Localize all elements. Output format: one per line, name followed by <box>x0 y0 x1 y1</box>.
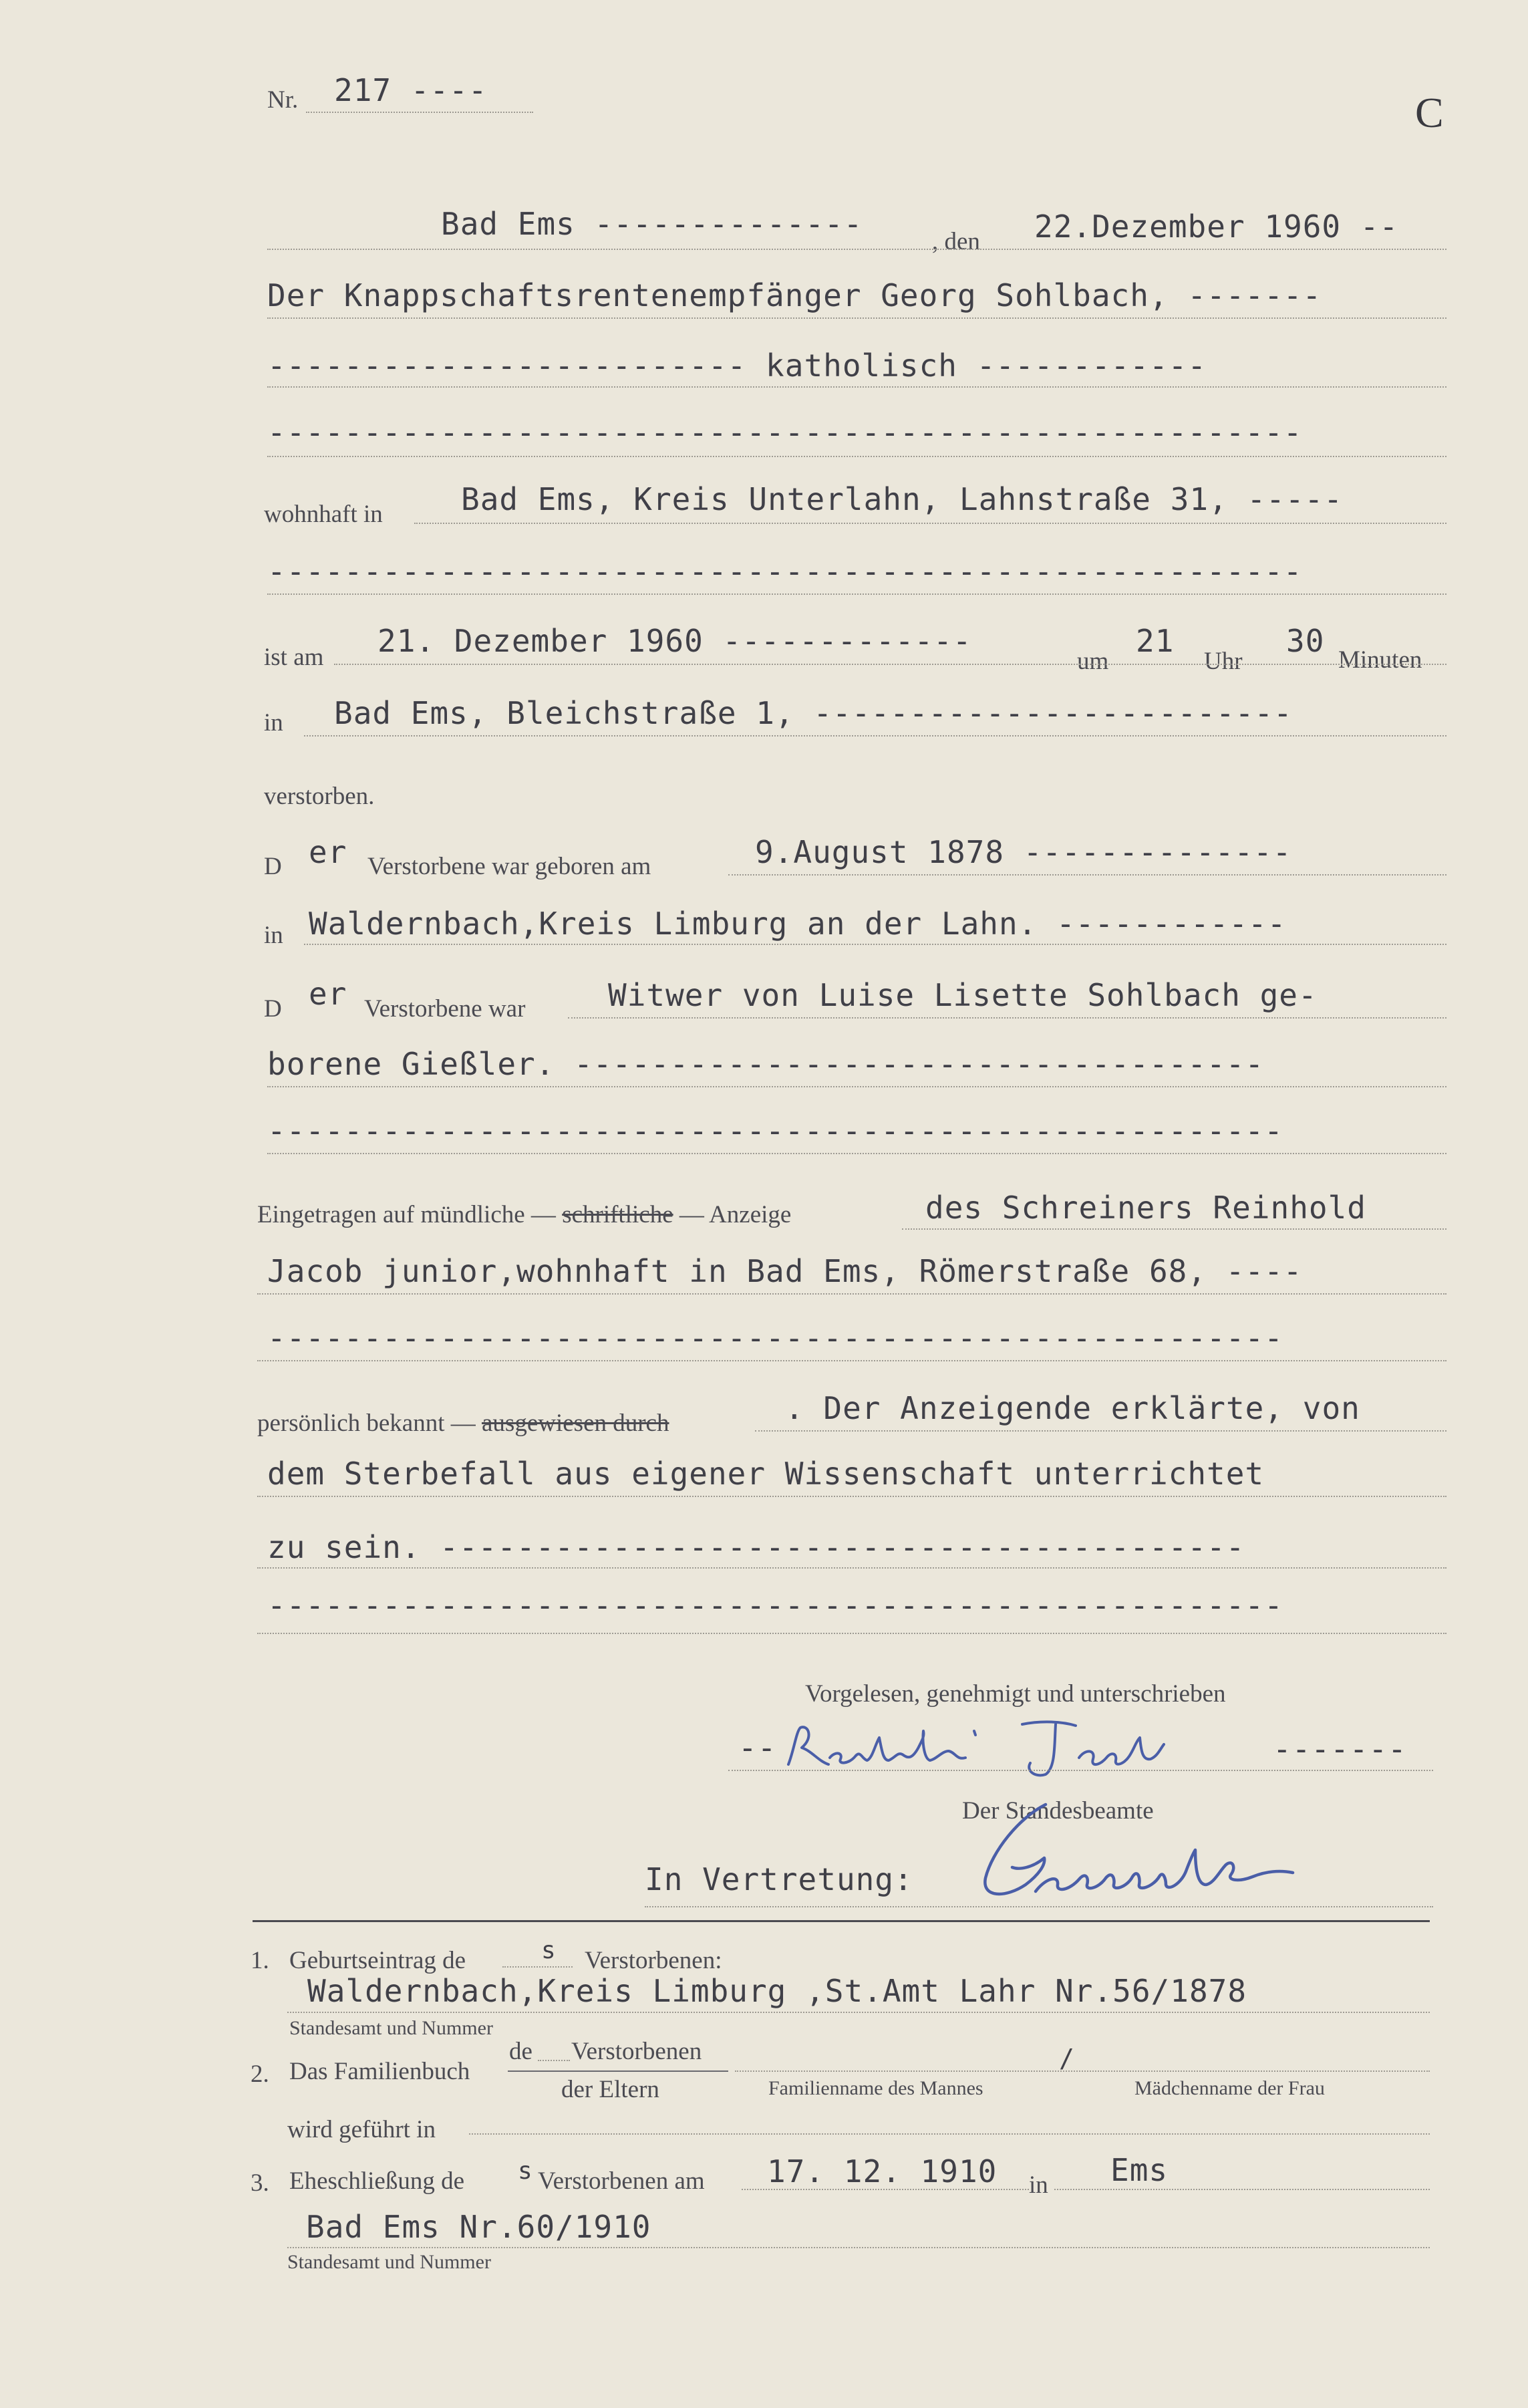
verstorben-label: verstorben. <box>264 783 375 810</box>
dotted-line <box>645 1906 1433 1907</box>
wohnhaft-label: wohnhaft in <box>264 501 383 528</box>
person-line-1: Der Knappschaftsrentenempfänger Georg Sohlbach, ------- <box>267 277 1322 313</box>
dotted-line <box>334 664 1446 665</box>
verstorbenen-am-label: Verstorbenen am <box>538 2167 705 2195</box>
d-label-1: D <box>264 853 282 880</box>
informant-line-1: des Schreiners Reinhold <box>925 1190 1366 1226</box>
marital-line-1: Witwer von Luise Lisette Sohlbach ge- <box>608 977 1318 1013</box>
dotted-line <box>742 2189 1029 2190</box>
corner-letter: C <box>1415 89 1444 136</box>
eheschliessung-label: Eheschließung de <box>289 2167 464 2195</box>
familienname-label: Familienname des Mannes <box>768 2077 983 2099</box>
dotted-line <box>257 1360 1446 1361</box>
marital-line-3: ----------------------------------------------------- <box>267 1113 1283 1149</box>
dotted-line <box>728 1770 1433 1771</box>
place-of-record: Bad Ems -------------- <box>441 206 863 242</box>
marriage-date: 17. 12. 1910 <box>767 2153 998 2189</box>
dotted-line <box>267 386 1446 388</box>
signature-dash-left: -- <box>738 1730 777 1766</box>
note-number-2: 2. <box>251 2060 269 2088</box>
dotted-line <box>287 2247 1430 2248</box>
birth-place: Waldernbach,Kreis Limburg an der Lahn. ------------ <box>309 906 1287 942</box>
marital-line-2: borene Gießler. ------------------------------------ <box>267 1046 1265 1082</box>
dotted-line <box>257 1496 1446 1497</box>
dotted-line <box>304 944 1446 945</box>
uhr-label: Uhr <box>1204 648 1243 675</box>
verstorbenen-label-1: Verstorbenen: <box>585 1947 722 1974</box>
standesamt-nummer-label-1: Standesamt und Nummer <box>289 2017 493 2039</box>
standesamt-nummer-label-3: Standesamt und Nummer <box>287 2251 491 2273</box>
geboren-label: Verstorbene war geboren am <box>367 853 651 880</box>
bekannt-label <box>257 1409 669 1438</box>
anzeige-label: — Anzeige <box>679 1201 792 1228</box>
death-in-label: in <box>264 709 283 737</box>
dotted-line <box>538 2060 570 2061</box>
d-label-2: D <box>264 995 282 1023</box>
death-place: Bad Ems, Bleichstraße 1, ------------------------- <box>334 695 1293 731</box>
note-number-3: 3. <box>251 2169 269 2197</box>
dotted-line <box>267 1153 1446 1154</box>
eingetragen-label-a: Eingetragen auf mündliche — <box>257 1201 556 1228</box>
eheschliessung-s: s <box>518 2157 533 2185</box>
standesbeamte-label: Der Standesbeamte <box>962 1797 1154 1825</box>
geburtseintrag-value: Waldernbach,Kreis Limburg ,St.Amt Lahr Nr.56/1878 <box>307 1973 1247 2009</box>
den-label: , den <box>932 228 980 255</box>
birth-date: 9.August 1878 -------------- <box>755 834 1292 870</box>
nr-label: Nr. <box>267 86 299 114</box>
dotted-line <box>257 1293 1446 1295</box>
marriage-in-label: in <box>1029 2171 1048 2199</box>
signature-dash-right: ------- <box>1273 1731 1407 1767</box>
notes-separator-rule <box>253 1920 1430 1922</box>
dotted-line <box>267 593 1446 595</box>
official-signature <box>972 1791 1320 1911</box>
record-date: 22.Dezember 1960 -- <box>1034 209 1399 245</box>
dotted-line <box>755 1430 1446 1432</box>
minuten-label: Minuten <box>1338 646 1422 674</box>
schriftliche-struck: schriftliche <box>562 1201 673 1228</box>
ausgewiesen-struck: ausgewiesen durch <box>482 1410 669 1437</box>
er-suffix-1: er <box>309 834 347 870</box>
verstorbenen-label-2: Verstorbenen <box>571 2038 702 2065</box>
dotted-line <box>267 1086 1446 1087</box>
dotted-line <box>728 874 1446 876</box>
informant-signature <box>782 1711 1209 1791</box>
geburtseintrag-label: Geburtseintrag de <box>289 1947 466 1974</box>
dotted-line <box>735 2070 1430 2072</box>
official-signature-text <box>0 0 1 1</box>
death-minute: 30 <box>1286 623 1325 659</box>
nr-dotted-line <box>306 112 533 113</box>
person-line-3: ------------------------------------------------------ <box>267 414 1303 450</box>
dotted-line <box>304 735 1446 737</box>
in-vertretung-label: In Vertretung: <box>645 1861 913 1897</box>
dotted-line <box>902 1228 1446 1230</box>
birth-in-label: in <box>264 922 283 949</box>
dotted-line <box>267 317 1446 319</box>
familienbuch-fraction-line <box>508 2070 728 2072</box>
dotted-line <box>257 1567 1446 1569</box>
persoenlich-bekannt-label: persönlich bekannt — <box>257 1410 476 1437</box>
residence-line-1: Bad Ems, Kreis Unterlahn, Lahnstraße 31, ----- <box>461 481 1343 517</box>
death-date: 21. Dezember 1960 ------------- <box>377 623 972 659</box>
declaration-line-4: ----------------------------------------------------- <box>267 1587 1283 1623</box>
declaration-line-2: dem Sterbefall aus eigener Wissenschaft unterrichtet <box>267 1456 1265 1492</box>
familienbuch-label: Das Familienbuch <box>289 2058 470 2085</box>
eltern-label: der Eltern <box>561 2076 659 2103</box>
dotted-line <box>287 2012 1430 2013</box>
ist-am-label: ist am <box>264 644 324 671</box>
marriage-place: Ems <box>1110 2152 1169 2188</box>
dotted-line <box>469 2133 1430 2135</box>
dotted-line <box>267 456 1446 457</box>
verstorbene-war-label: Verstorbene war <box>364 995 526 1023</box>
gefuehrt-label: wird geführt in <box>287 2116 436 2143</box>
er-suffix-2: er <box>309 976 347 1012</box>
de-label: de <box>509 2038 532 2065</box>
eingetragen-label <box>257 1200 791 1229</box>
nr-value: 217 ---- <box>334 72 488 108</box>
familienbuch-slash: / <box>1059 2044 1075 2073</box>
maedchenname-label: Mädchenname der Frau <box>1134 2077 1325 2099</box>
um-label: um <box>1077 648 1109 675</box>
person-line-2: ------------------------- katholisch ------------ <box>267 348 1207 384</box>
geburtseintrag-s: s <box>541 1937 557 1964</box>
note-number-1: 1. <box>251 1947 269 1974</box>
dotted-line <box>414 523 1446 524</box>
residence-line-2: ------------------------------------------------------ <box>267 553 1303 589</box>
marriage-registry-value: Bad Ems Nr.60/1910 <box>306 2209 651 2245</box>
vorgelesen-label: Vorgelesen, genehmigt und unterschrieben <box>805 1680 1226 1708</box>
informant-line-2: Jacob junior,wohnhaft in Bad Ems, Römerstraße 68, ---- <box>267 1253 1303 1289</box>
informant-line-3: ----------------------------------------------------- <box>267 1320 1283 1356</box>
dotted-line <box>568 1017 1446 1019</box>
dotted-line <box>267 249 1446 250</box>
dotted-line <box>257 1633 1446 1634</box>
dotted-line <box>502 1966 573 1968</box>
informant-signature-text <box>0 0 1 1</box>
declaration-line-1: . Der Anzeigende erklärte, von <box>785 1390 1360 1426</box>
declaration-line-3: zu sein. ------------------------------------------ <box>267 1529 1245 1565</box>
death-hour: 21 <box>1136 623 1175 659</box>
dotted-line <box>1054 2189 1430 2190</box>
